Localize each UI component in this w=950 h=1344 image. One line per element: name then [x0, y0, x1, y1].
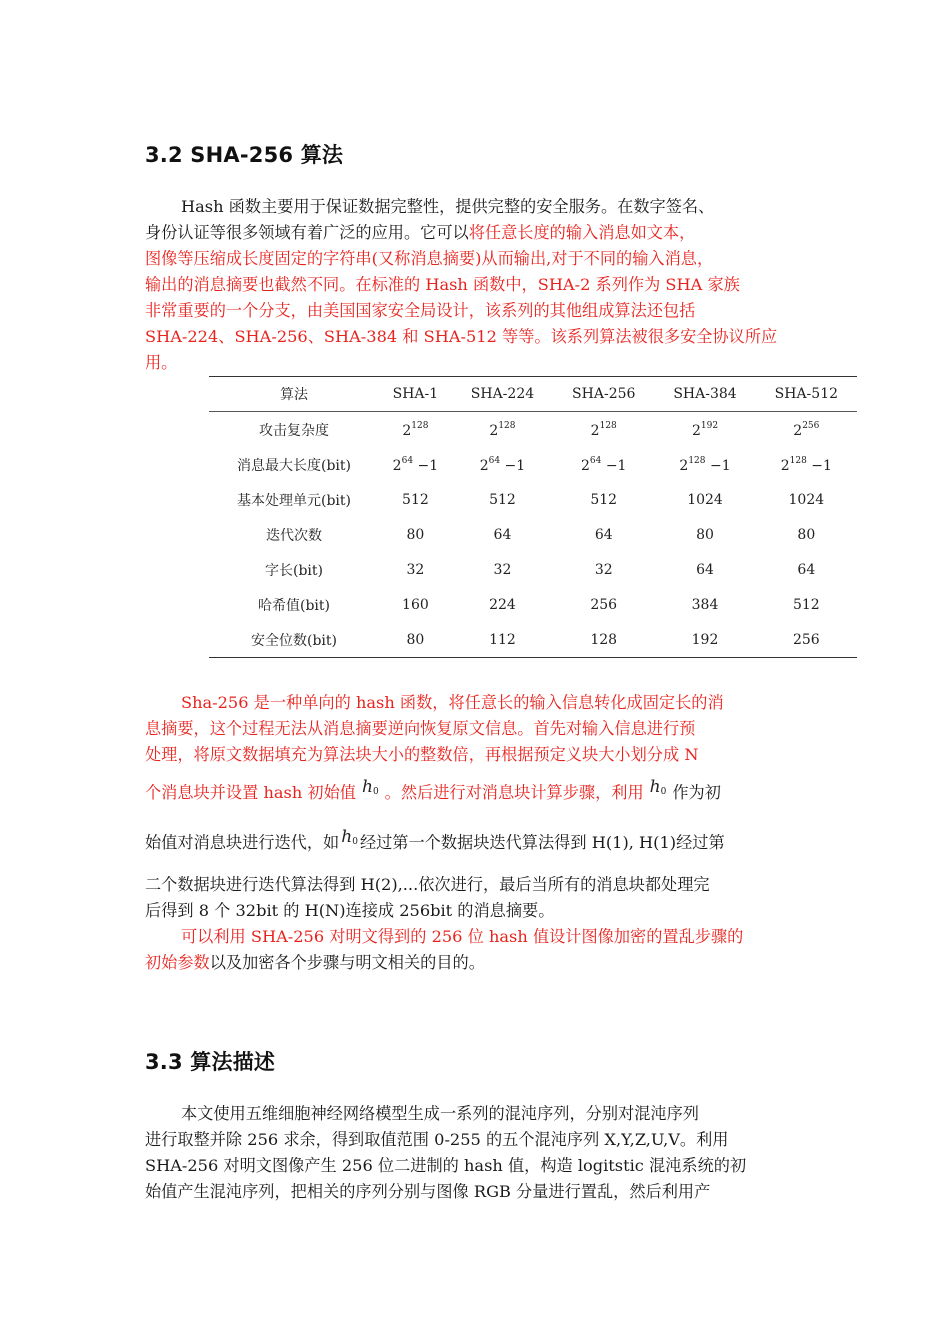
table-cell [379, 482, 452, 517]
para-line: Sha-256 是一种单向的 hash 函数，将任意长的输入信息转化成固定长的消 [181, 693, 724, 712]
table-body [209, 412, 857, 658]
h-symbol: h [341, 827, 353, 847]
table-header-row [209, 377, 857, 412]
table-header-cell: SHA-224 [470, 386, 535, 402]
cell-value: 2 [691, 422, 701, 439]
cell-value: 32 [594, 561, 613, 578]
para-line: 处理，将原文数据填充为算法块大小的整数倍，再根据预定义块大小划分成 N [145, 745, 699, 764]
cell-value: 224 [489, 596, 516, 613]
row-label: 迭代次数 [266, 527, 322, 544]
cell-value: 256 [792, 631, 820, 648]
cell-exponent: 192 [700, 420, 719, 431]
table-header-cell: SHA-256 [572, 386, 636, 402]
text-black: 经过第一个数据块迭代算法得到 H(1), H(1)经过第 [359, 833, 725, 852]
para-line [145, 220, 810, 246]
table-cell [756, 447, 857, 482]
table-header-cell: SHA-1 [392, 386, 439, 402]
table-cell [553, 517, 654, 552]
table-cell [553, 447, 654, 482]
para-line [145, 774, 810, 806]
cell-exponent: 256 [802, 420, 820, 431]
para-line: 图像等压缩成长度固定的字符串(又称消息摘要)从而输出,对于不同的输入消息， [145, 249, 714, 268]
cell-exponent: 64 [589, 455, 602, 466]
cell-value: 512 [590, 491, 618, 508]
cell-value: 384 [691, 596, 719, 613]
row-label: 字长(bit) [265, 562, 323, 579]
cell-exponent: 128 [599, 420, 617, 431]
cell-value: 64 [493, 526, 512, 543]
para-line: 始值产生混沌序列，把相关的序列分别与图像 RGB 分量进行置乱，然后利用产 [145, 1182, 711, 1201]
table-cell [379, 622, 452, 658]
cell-value: 128 [590, 631, 618, 648]
cell-value: 2 [392, 457, 402, 474]
row-label: 攻击复杂度 [259, 422, 329, 439]
cell-value: 80 [696, 526, 714, 543]
cell-value: 80 [797, 526, 816, 543]
table-row [209, 482, 857, 517]
table-row [209, 552, 857, 587]
table-cell [452, 412, 553, 448]
cell-exponent: 128 [688, 455, 706, 466]
row-label: 基本处理单元(bit) [237, 492, 351, 509]
cell-value: 2 [793, 422, 803, 439]
para-line: 输出的消息摘要也截然不同。在标准的 Hash 函数中，SHA-2 系列作为 SHA 家族 [145, 275, 740, 294]
table-cell [452, 447, 553, 482]
table-cell [654, 552, 755, 587]
table-header-label: 算法 [280, 387, 308, 403]
table-cell [654, 622, 755, 658]
h-symbol: h [649, 777, 661, 797]
table-row [209, 587, 857, 622]
cell-exponent: 128 [411, 420, 429, 431]
h-subscript: 0 [352, 837, 358, 847]
table-cell [654, 587, 755, 622]
sha256-description-paragraph [145, 690, 810, 976]
cell-suffix: −1 [601, 457, 627, 474]
cell-value: 192 [691, 631, 719, 648]
text-highlight: 个消息块并设置 hash 初始值 [145, 783, 356, 802]
text-highlight: 初始参数 [145, 953, 210, 972]
table-cell [553, 412, 654, 448]
cell-value: 64 [594, 526, 613, 543]
text-black: 始值对消息块进行迭代，如 [145, 833, 340, 852]
sha-comparison-table [209, 376, 857, 658]
text-highlight: 。然后进行对消息块计算步骤，利用 [384, 783, 644, 802]
cell-value: 32 [493, 561, 512, 578]
cell-value: 1024 [788, 491, 825, 508]
row-label: 哈希值(bit) [258, 597, 330, 614]
cell-exponent: 64 [401, 455, 414, 466]
cell-value: 112 [489, 631, 516, 648]
h-symbol: h [361, 777, 373, 797]
para-line: 息摘要，这个过程无法从消息摘要逆向恢复原文信息。首先对输入信息进行预 [145, 719, 696, 738]
h-subscript: 0 [660, 787, 667, 797]
table-cell [553, 587, 654, 622]
table-row [209, 622, 857, 658]
table-cell [452, 587, 553, 622]
table-cell [379, 587, 452, 622]
table-cell [654, 412, 755, 448]
table-cell [756, 412, 857, 448]
cell-suffix: −1 [413, 457, 439, 474]
section-heading-3-2: 3.2 SHA-256 算法 [145, 143, 344, 167]
para-line [145, 950, 810, 976]
table-cell [756, 622, 857, 658]
h0-symbol [339, 827, 360, 847]
text-black: 身份认证等很多领域有着广泛的应用。它可以 [145, 223, 469, 242]
table-cell [379, 552, 452, 587]
cell-value: 1024 [687, 491, 723, 508]
cell-exponent: 128 [789, 455, 807, 466]
cell-value: 160 [402, 596, 429, 613]
table-cell [452, 517, 553, 552]
para-line: SHA-256 对明文图像产生 256 位二进制的 hash 值，构造 logitstic 混沌系统的初 [145, 1156, 747, 1175]
table-cell [379, 517, 452, 552]
cell-value: 2 [780, 457, 790, 474]
table-cell [452, 552, 553, 587]
table-cell [553, 622, 654, 658]
cell-value: 80 [406, 631, 425, 648]
para-line: 本文使用五维细胞神经网络模型生成一系列的混沌序列，分别对混沌序列 [181, 1104, 699, 1123]
row-label: 安全位数(bit) [251, 632, 337, 649]
table-cell [452, 482, 553, 517]
table-cell [756, 517, 857, 552]
para-line [145, 194, 810, 220]
table-cell [654, 517, 755, 552]
table-header-cell: SHA-384 [673, 386, 737, 402]
cell-suffix: −1 [806, 457, 832, 474]
cell-value: 256 [590, 596, 618, 613]
cell-value: 512 [489, 491, 516, 508]
cell-value: 512 [792, 596, 820, 613]
para-line: 用。 [145, 353, 178, 372]
cell-value: 2 [590, 422, 600, 439]
table-cell [379, 412, 452, 448]
text-highlight: 将任意长度的输入消息如文本， [468, 223, 696, 242]
cell-value: 2 [679, 457, 689, 474]
table-row [209, 412, 857, 448]
table-cell [654, 447, 755, 482]
row-label: 消息最大长度(bit) [237, 457, 351, 474]
para-line [145, 824, 810, 856]
cell-suffix: −1 [500, 457, 526, 474]
cell-value: 32 [406, 561, 425, 578]
table-row [209, 447, 857, 482]
cell-value: 80 [406, 526, 425, 543]
cell-value: 2 [479, 457, 489, 474]
cell-value: 512 [402, 491, 429, 508]
text-black: 作为初 [672, 783, 721, 802]
sha2-intro-paragraph [145, 194, 810, 376]
para-line: 二个数据块进行迭代算法得到 H(2),...依次进行，最后当所有的消息块都处理完 [145, 875, 710, 894]
cell-value: 2 [581, 457, 590, 474]
h0-symbol [356, 777, 385, 797]
table-row [209, 517, 857, 552]
table-cell [553, 482, 654, 517]
text-black: Hash 函数主要用于保证数据完整性，提供完整的安全服务。在数字签名、 [181, 197, 715, 216]
table-header-cell: SHA-512 [774, 386, 839, 402]
cell-exponent: 128 [498, 420, 516, 431]
h-subscript: 0 [372, 787, 379, 797]
table-cell [452, 622, 553, 658]
section-heading-3-3: 3.3 算法描述 [145, 1050, 276, 1074]
h0-symbol [644, 777, 673, 797]
para-line [145, 924, 810, 950]
para-line: SHA-224、SHA-256、SHA-384 和 SHA-512 等等。该系列算法被很多安全协议所应 [145, 327, 778, 346]
table-cell [756, 552, 857, 587]
algorithm-description-paragraph [145, 1101, 810, 1205]
table-cell [756, 482, 857, 517]
cell-exponent: 64 [488, 455, 501, 466]
cell-value: 64 [797, 561, 816, 578]
para-line: 非常重要的一个分支，由美国国家安全局设计，该系列的其他组成算法还包括 [145, 301, 696, 320]
table-cell [553, 552, 654, 587]
para-line: 进行取整并除 256 求余，得到取值范围 0-255 的五个混沌序列 X,Y,Z,U,V。利用 [145, 1130, 729, 1149]
cell-value: 2 [402, 422, 412, 439]
cell-suffix: −1 [705, 457, 731, 474]
cell-value: 64 [696, 561, 714, 578]
table-cell [756, 587, 857, 622]
para-line: 后得到 8 个 32bit 的 H(N)连接成 256bit 的消息摘要。 [145, 901, 555, 920]
text-highlight: 可以利用 SHA-256 对明文得到的 256 位 hash 值设计图像加密的置乱步骤的 [181, 927, 744, 946]
table-cell [379, 447, 452, 482]
text-black: 以及加密各个步骤与明文相关的目的。 [209, 953, 485, 972]
cell-value: 2 [489, 422, 499, 439]
table-cell [654, 482, 755, 517]
